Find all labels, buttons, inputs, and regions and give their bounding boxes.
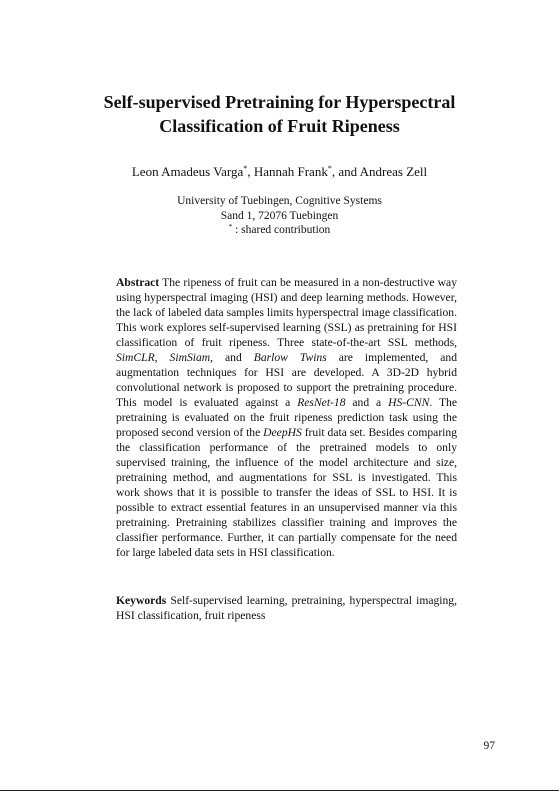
keywords-text: Self-supervised learning, pretraining, hyperspectral imaging, HSI classification, fruit ripeness [116, 594, 457, 622]
affiliation-line-1: University of Tuebingen, Cognitive Systems [177, 195, 382, 207]
abstract-text-7: fruit data set. Besides comparing the classification performance of the pretrained models to only supervised training, the influence of the model architecture and size, pretraining method, and augmentations for SSL is investigated. This work shows that it is possible to transfer the ideas of SSL to HSI. It is possible to extract essential features in an unsupervised manner via this pretraining. Pretraining stabilizes classifier training and improves the classifier performance. Further, it can partially compensate for the need for large labeled data sets in HSI classification. [116, 426, 457, 559]
shared-mark-1: * [243, 164, 248, 173]
keywords-section [116, 593, 457, 623]
paper-title [40, 90, 519, 138]
abstract-text-1: The ripeness of fruit can be measured in a non-destructive way using hyperspectral imaging (HSI) and deep learning methods. However, the lack of labeled data samples limits hyperspectral image classification. This work explores self-supervised learning (SSL) as pretraining for HSI classification of fruit ripeness. Three state-of-the-art SSL methods, [116, 276, 457, 349]
affiliation-note-text: : shared contribution [232, 224, 331, 236]
abstract-label: Abstract [116, 276, 160, 289]
abstract-section [116, 275, 457, 560]
bottom-rule [0, 790, 559, 791]
abstract-paragraph [116, 275, 457, 560]
abstract-text-2: , [154, 351, 170, 364]
author-2: , Hannah Frank [247, 164, 328, 179]
page-number: 97 [483, 740, 495, 752]
shared-mark-2: * [327, 164, 332, 173]
abstract-text-6: . The pretraining is evaluated on the fruit ripeness prediction task using the proposed second version of the [116, 396, 457, 439]
method-simclr: SimCLR [116, 351, 155, 364]
author-1: Leon Amadeus Varga [131, 164, 244, 179]
method-simsiam: SimSiam [169, 351, 211, 364]
author-3: , and Andreas Zell [331, 164, 428, 179]
method-barlow-twins: Barlow Twins [253, 351, 327, 364]
model-resnet18: ResNet-18 [297, 396, 346, 409]
abstract-text-5: and a [345, 396, 389, 409]
keywords-paragraph [116, 593, 457, 623]
dataset-deephs: DeepHS [263, 426, 302, 439]
abstract-text-3: , and [210, 351, 254, 364]
affiliation-line-2: Sand 1, 72076 Tuebingen [220, 209, 339, 222]
model-hscnn: HS-CNN [388, 396, 430, 409]
affiliation-block [40, 194, 519, 238]
abstract-text-4: are implemented, and augmentation techniques for HSI are developed. A 3D-2D hybrid convolutional network is proposed to support the pretraining procedure. This model is evaluated against a [116, 351, 458, 409]
author-list [40, 163, 519, 181]
affiliation-mark: * [228, 223, 233, 231]
keywords-label: Keywords [116, 594, 167, 607]
title-line-1: Self-supervised Pretraining for Hyperspectral [103, 92, 456, 112]
affiliation-note [40, 223, 519, 238]
title-line-2: Classification of Fruit Ripeness [159, 116, 400, 136]
